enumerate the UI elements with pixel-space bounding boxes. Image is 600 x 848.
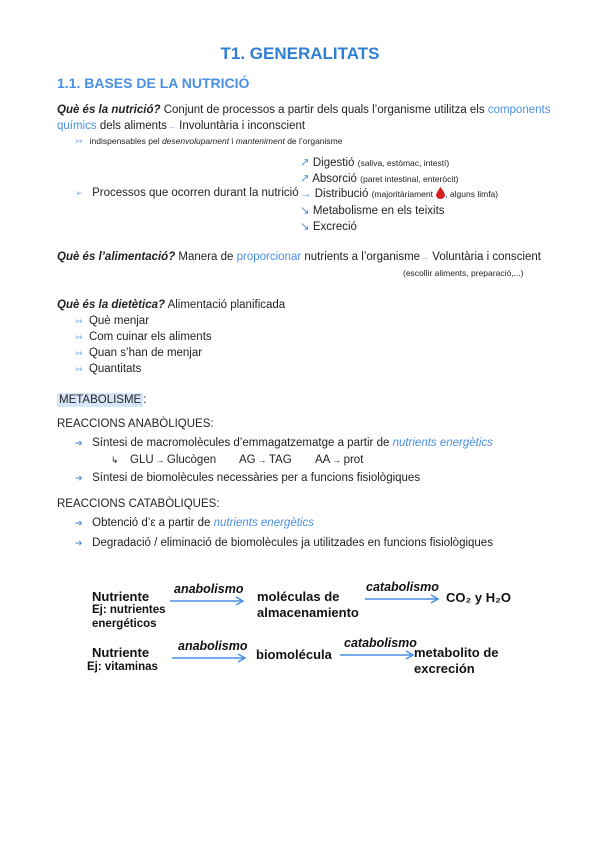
nutricio-question: Què és la nutrició?	[57, 104, 161, 116]
dietetica-item	[75, 315, 149, 327]
blood-drop-icon	[436, 187, 445, 199]
process-digestio	[300, 155, 449, 169]
dietetica-item	[75, 331, 212, 343]
arrow-right-icon: →	[420, 252, 430, 262]
arrow-down-right-icon: ↘	[300, 205, 310, 217]
processes-label-text: Processos que ocorren durant la nutrició	[92, 187, 299, 199]
item-text: Quantitats	[88, 363, 142, 375]
section-heading: 1.1. BASES DE LA NUTRICIÓ	[57, 75, 250, 91]
arrow-right-icon: →	[166, 121, 176, 131]
anab-highlight: nutrients energètics	[392, 437, 493, 449]
alimentacio-highlight: proporcionar	[236, 251, 302, 263]
item-text: Com cuinar els aliments	[88, 331, 212, 343]
diag-nutriente-2: Nutriente	[92, 645, 150, 660]
ex-b: prot	[343, 454, 364, 466]
catab-text: Degradació / eliminació de biomolècules ja utilitzades en funcions fisiològiques	[92, 537, 493, 549]
process-excrecio	[300, 219, 357, 233]
arrow-right-icon: →	[255, 455, 269, 465]
dietetica-item	[75, 347, 202, 359]
arrow-right-icon: →	[153, 455, 167, 465]
dietetica-line	[57, 299, 285, 311]
anab-item-2	[75, 472, 420, 484]
ex-b: Glucògen	[166, 454, 217, 466]
arrow-right-icon	[170, 596, 250, 606]
catab-highlight: nutrients energètics	[213, 517, 314, 529]
catab-item-1	[75, 517, 314, 529]
diag-co2: CO₂ y H₂O	[446, 590, 512, 605]
processes-label	[75, 187, 299, 199]
arrow-right-icon: ↣	[75, 136, 83, 146]
ex-a: GLU	[130, 454, 154, 466]
bullet-icon: ➔	[75, 538, 83, 548]
anab-title: REACCIONS ANABÒLIQUES:	[57, 418, 214, 430]
diag-nutriente-2-ex: Ej: vitaminas	[87, 661, 158, 673]
alimentacio-question: Què és l’alimentació?	[57, 251, 176, 263]
sub-italic-2: manteniment	[235, 136, 285, 146]
diag-nutriente-1-ex: Ej: nutrientes	[92, 604, 166, 616]
metabolisme-heading	[57, 394, 146, 406]
arrow-right-icon	[172, 653, 252, 663]
arrow-up-right-icon: ↗	[300, 157, 310, 169]
item-text: Quan s’han de menjar	[88, 347, 203, 359]
arrow-right-icon	[365, 594, 445, 604]
arrow-down-right-icon: ↘	[300, 221, 310, 233]
arrow-right-icon: ↣	[75, 364, 83, 374]
sub-text-b: i	[229, 136, 236, 146]
example-glu	[130, 454, 216, 466]
diag-metabolito: metabolito de	[414, 645, 499, 660]
arrow-right-icon: →	[300, 188, 312, 200]
bullet-icon: ➔	[75, 473, 83, 483]
diag-nutriente-1-ex2: energéticos	[92, 618, 157, 630]
process-name: Digestió	[312, 157, 355, 169]
item-text: Què menjar	[88, 315, 150, 327]
anab-text: Síntesi de biomolècules necessàries per a funcions fisiològiques	[92, 472, 421, 484]
process-note: (saliva, estòmac, intestí)	[357, 158, 450, 168]
anab-examples	[111, 454, 119, 466]
diag-catabolismo-label: catabolismo	[366, 580, 439, 594]
ex-a: AA	[315, 454, 331, 466]
dietetica-question: Què és la dietètica?	[57, 299, 166, 311]
diag-excrecion: excreción	[414, 661, 475, 676]
nutricio-line-1	[57, 104, 550, 116]
page-title: T1. GENERALITATS	[220, 44, 380, 63]
bullet-arrow-icon: ➢	[75, 188, 83, 198]
diag-nutriente-1: Nutriente	[92, 589, 150, 604]
catab-title: REACCIONS CATABÒLIQUES:	[57, 498, 220, 510]
arrow-right-icon	[340, 650, 420, 660]
diag-biomolecula: biomolécula	[256, 647, 332, 662]
dietetica-text: Alimentació planificada	[165, 299, 286, 311]
arrow-right-icon: ↣	[75, 348, 83, 358]
diag-catabolismo-label-2: catabolismo	[344, 636, 417, 650]
diag-anabolismo-label: anabolismo	[174, 582, 244, 596]
example-aa	[315, 454, 363, 466]
nutricio-highlight-2: químics	[57, 120, 97, 132]
dietetica-item	[75, 363, 141, 375]
alimentacio-line	[57, 251, 541, 263]
nutricio-text-3: Involuntària i inconscient	[175, 120, 306, 132]
nutricio-sub	[75, 136, 342, 147]
anab-text: Síntesi de macromolècules d’emmagatzematge a partir de	[92, 437, 393, 449]
process-name: Excreció	[312, 221, 357, 233]
bullet-icon: ➔	[75, 438, 83, 448]
process-note-2: , alguns limfa)	[445, 189, 499, 199]
alimentacio-text: Manera de	[175, 251, 237, 263]
metabolisme-colon: :	[143, 394, 147, 406]
process-distribucio	[300, 187, 498, 200]
diag-moleculas: moléculas de	[257, 589, 340, 604]
alimentacio-text-2: nutrients a l’organisme	[301, 251, 421, 263]
ex-a: AG	[239, 454, 256, 466]
process-note: (majoritàriament	[371, 189, 433, 199]
alimentacio-note: (escollir aliments, preparació,...)	[403, 268, 524, 278]
nutricio-text: Conjunt de processos a partir dels quals l’organisme utilitza els	[160, 104, 488, 116]
nutricio-line-2	[57, 120, 305, 132]
process-note: (paret intestinal, enteròcit)	[360, 174, 459, 184]
bullet-icon: ➔	[75, 518, 83, 528]
example-ag	[239, 454, 292, 466]
sub-text: indispensables pel	[89, 136, 162, 146]
process-name: Distribució	[314, 188, 369, 200]
sub-text-c: de l’organisme	[284, 136, 343, 146]
ex-b: TAG	[268, 454, 292, 466]
diag-almacenamiento: almacenamiento	[257, 605, 359, 620]
catab-text: Obtenció d’ε a partir de	[92, 517, 214, 529]
process-metabolisme	[300, 203, 445, 217]
diag-anabolismo-label-2: anabolismo	[178, 639, 248, 653]
arrow-up-right-icon: ↗	[300, 173, 310, 185]
process-name: Metabolisme en els teixits	[312, 205, 445, 217]
nutricio-text-2: dels aliments	[96, 120, 167, 132]
sub-italic-1: desenvolupament	[161, 136, 230, 146]
arrow-right-icon: →	[330, 455, 344, 465]
arrow-right-icon: ↣	[75, 332, 83, 342]
process-absorcio	[300, 171, 458, 185]
nutricio-highlight: components	[487, 104, 551, 116]
alimentacio-text-3: Voluntària i conscient	[429, 251, 541, 263]
sub-arrow-icon: ↳	[111, 455, 119, 465]
process-name: Absorció	[312, 173, 357, 185]
anab-item-1	[75, 437, 493, 449]
metabolisme-label: METABOLISME	[59, 394, 142, 406]
catab-item-2	[75, 537, 493, 549]
arrow-right-icon: ↣	[75, 316, 83, 326]
